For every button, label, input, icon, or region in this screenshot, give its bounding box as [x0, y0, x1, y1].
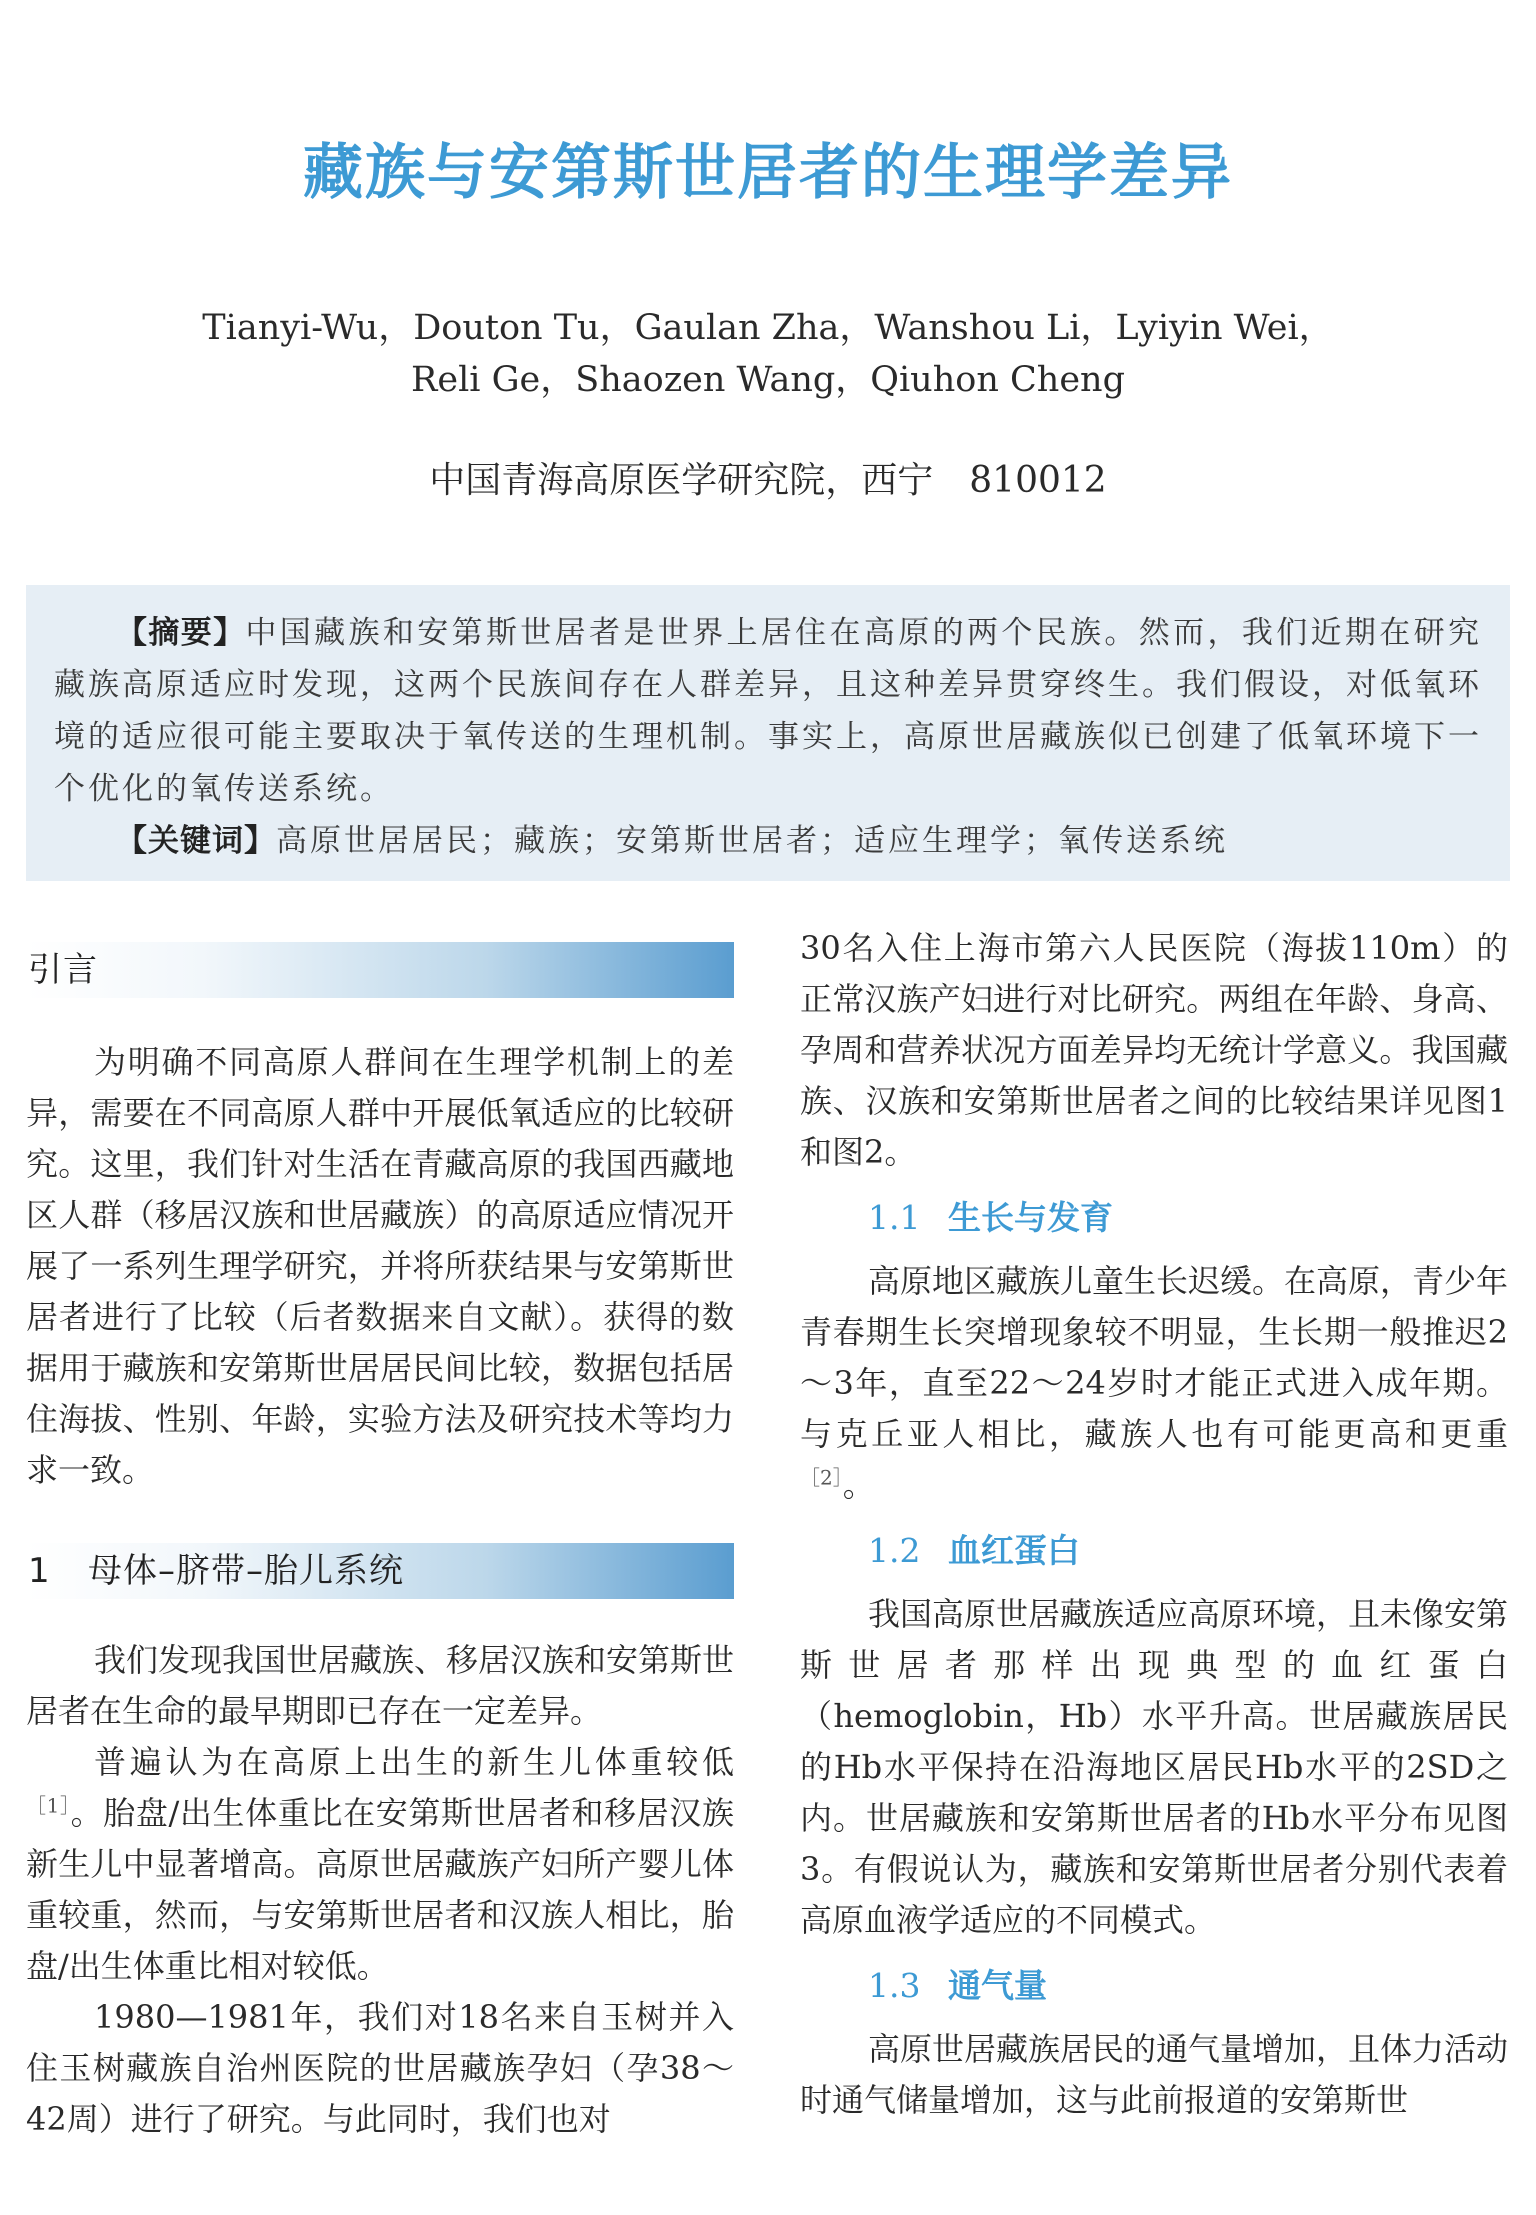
right-column: [800, 923, 1508, 2126]
subsection-title: 通气量: [948, 1966, 1047, 2005]
keywords-text: 高原世居居民；藏族；安第斯世居者；适应生理学；氧传送系统: [276, 823, 1228, 859]
citation-ref-1[interactable]: ［1］: [26, 1793, 71, 1818]
affiliation: 中国青海高原医学研究院，西宁 810012: [429, 460, 1107, 501]
subsection-title: 血红蛋白: [948, 1531, 1080, 1570]
citation-ref-2[interactable]: ［2］: [800, 1465, 843, 1490]
section1-paragraph-2: [26, 1737, 734, 1992]
subsection-number: 1.1: [868, 1198, 921, 1237]
keywords-paragraph: [54, 815, 1482, 867]
subsection-1-1-paragraph: [800, 1256, 1508, 1511]
subsection-heading-1-1: [800, 1188, 1508, 1248]
abstract-label: 【摘要】: [116, 615, 246, 651]
section-heading-text: 引言: [28, 950, 98, 990]
section-number: 1: [28, 1551, 51, 1591]
subsection-title: 生长与发育: [948, 1198, 1113, 1237]
left-column: [26, 942, 734, 2145]
paragraph-text: 。: [842, 1466, 875, 1504]
abstract-paragraph: [54, 607, 1482, 815]
paragraph-text: 普遍认为在高原上出生的新生儿体重较低: [94, 1743, 734, 1781]
abstract-text: 中国藏族和安第斯世居者是世界上居住在高原的两个民族。然而，我们近期在研究藏族高原适应时发现，这两个民族间存在人群差异，且这种差异贯穿终生。我们假设，对低氧环境的适应很可能主要取决于氧传送的生理机制。事实上，高原世居藏族似已创建了低氧环境下一个优化的氧传送系统。: [54, 615, 1482, 807]
abstract-box: [26, 585, 1510, 881]
section-heading-1: [26, 1543, 734, 1599]
subsection-number: 1.2: [868, 1531, 921, 1570]
section-heading-text: 母体–脐带–胎儿系统: [88, 1551, 404, 1591]
subsection-heading-1-3: [800, 1956, 1508, 2016]
paragraph-text: 高原地区藏族儿童生长迟缓。在高原，青少年青春期生长突增现象较不明显，生长期一般推迟2～3年，直至22～24岁时才能正式进入成年期。与克丘亚人相比，藏族人也有可能更高和更重: [800, 1262, 1509, 1453]
paragraph-text: 。胎盘/出生体重比在安第斯世居者和移居汉族新生儿中显著增高。高原世居藏族产妇所产婴儿体重较重，然而，与安第斯世居者和汉族人相比，胎盘/出生体重比相对较低。: [26, 1794, 734, 1985]
continued-paragraph: 30名入住上海市第六人民医院（海拔110m）的正常汉族产妇进行对比研究。两组在年龄、身高、孕周和营养状况方面差异均无统计学意义。我国藏族、汉族和安第斯世居者之间的比较结果详见图1和图2。: [800, 929, 1508, 1171]
author-line-2: Reli Ge，Shaozen Wang，Qiuhon Cheng: [411, 360, 1125, 400]
subsection-heading-1-2: [800, 1521, 1508, 1581]
subsection-1-3-paragraph: 高原世居藏族居民的通气量增加，且体力活动时通气储量增加，这与此前报道的安第斯世: [800, 2030, 1509, 2119]
subsection-number: 1.3: [868, 1966, 921, 2005]
section1-paragraph-3: 1980—1981年，我们对18名来自玉树并入住玉树藏族自治州医院的世居藏族孕妇（孕38～42周）进行了研究。与此同时，我们也对: [26, 1998, 734, 2138]
author-list: [0, 302, 1536, 406]
section1-paragraph-1: 我们发现我国世居藏族、移居汉族和安第斯世居者在生命的最早期即已存在一定差异。: [26, 1641, 735, 1730]
intro-paragraph: 为明确不同高原人群间在生理学机制上的差异，需要在不同高原人群中开展低氧适应的比较研究。这里，我们针对生活在青藏高原的我国西藏地区人群（移居汉族和世居藏族）的高原适应情况开展了一系列生理学研究，并将所获结果与安第斯世居者进行了比较（后者数据来自文献）。获得的数据用于藏族和安第斯世居居民间比较，数据包括居住海拔、性别、年龄，实验方法及研究技术等均力求一致。: [26, 1043, 734, 1489]
section-heading-intro: [26, 942, 734, 998]
subsection-1-2-paragraph: 我国高原世居藏族适应高原环境，且未像安第斯世居者那样出现典型的血红蛋白（hemoglobin，Hb）水平升高。世居藏族居民的Hb水平保持在沿海地区居民Hb水平的2SD之内。世居藏族和安第斯世居者的Hb水平分布见图3。有假说认为，藏族和安第斯世居者分别代表着高原血液学适应的不同模式。: [800, 1595, 1509, 1939]
article-title: 藏族与安第斯世居者的生理学差异: [303, 138, 1233, 208]
author-line-1: Tianyi-Wu，Douton Tu，Gaulan Zha，Wanshou Li，Lyiyin Wei，: [202, 308, 1334, 348]
keywords-label: 【关键词】: [116, 823, 276, 859]
